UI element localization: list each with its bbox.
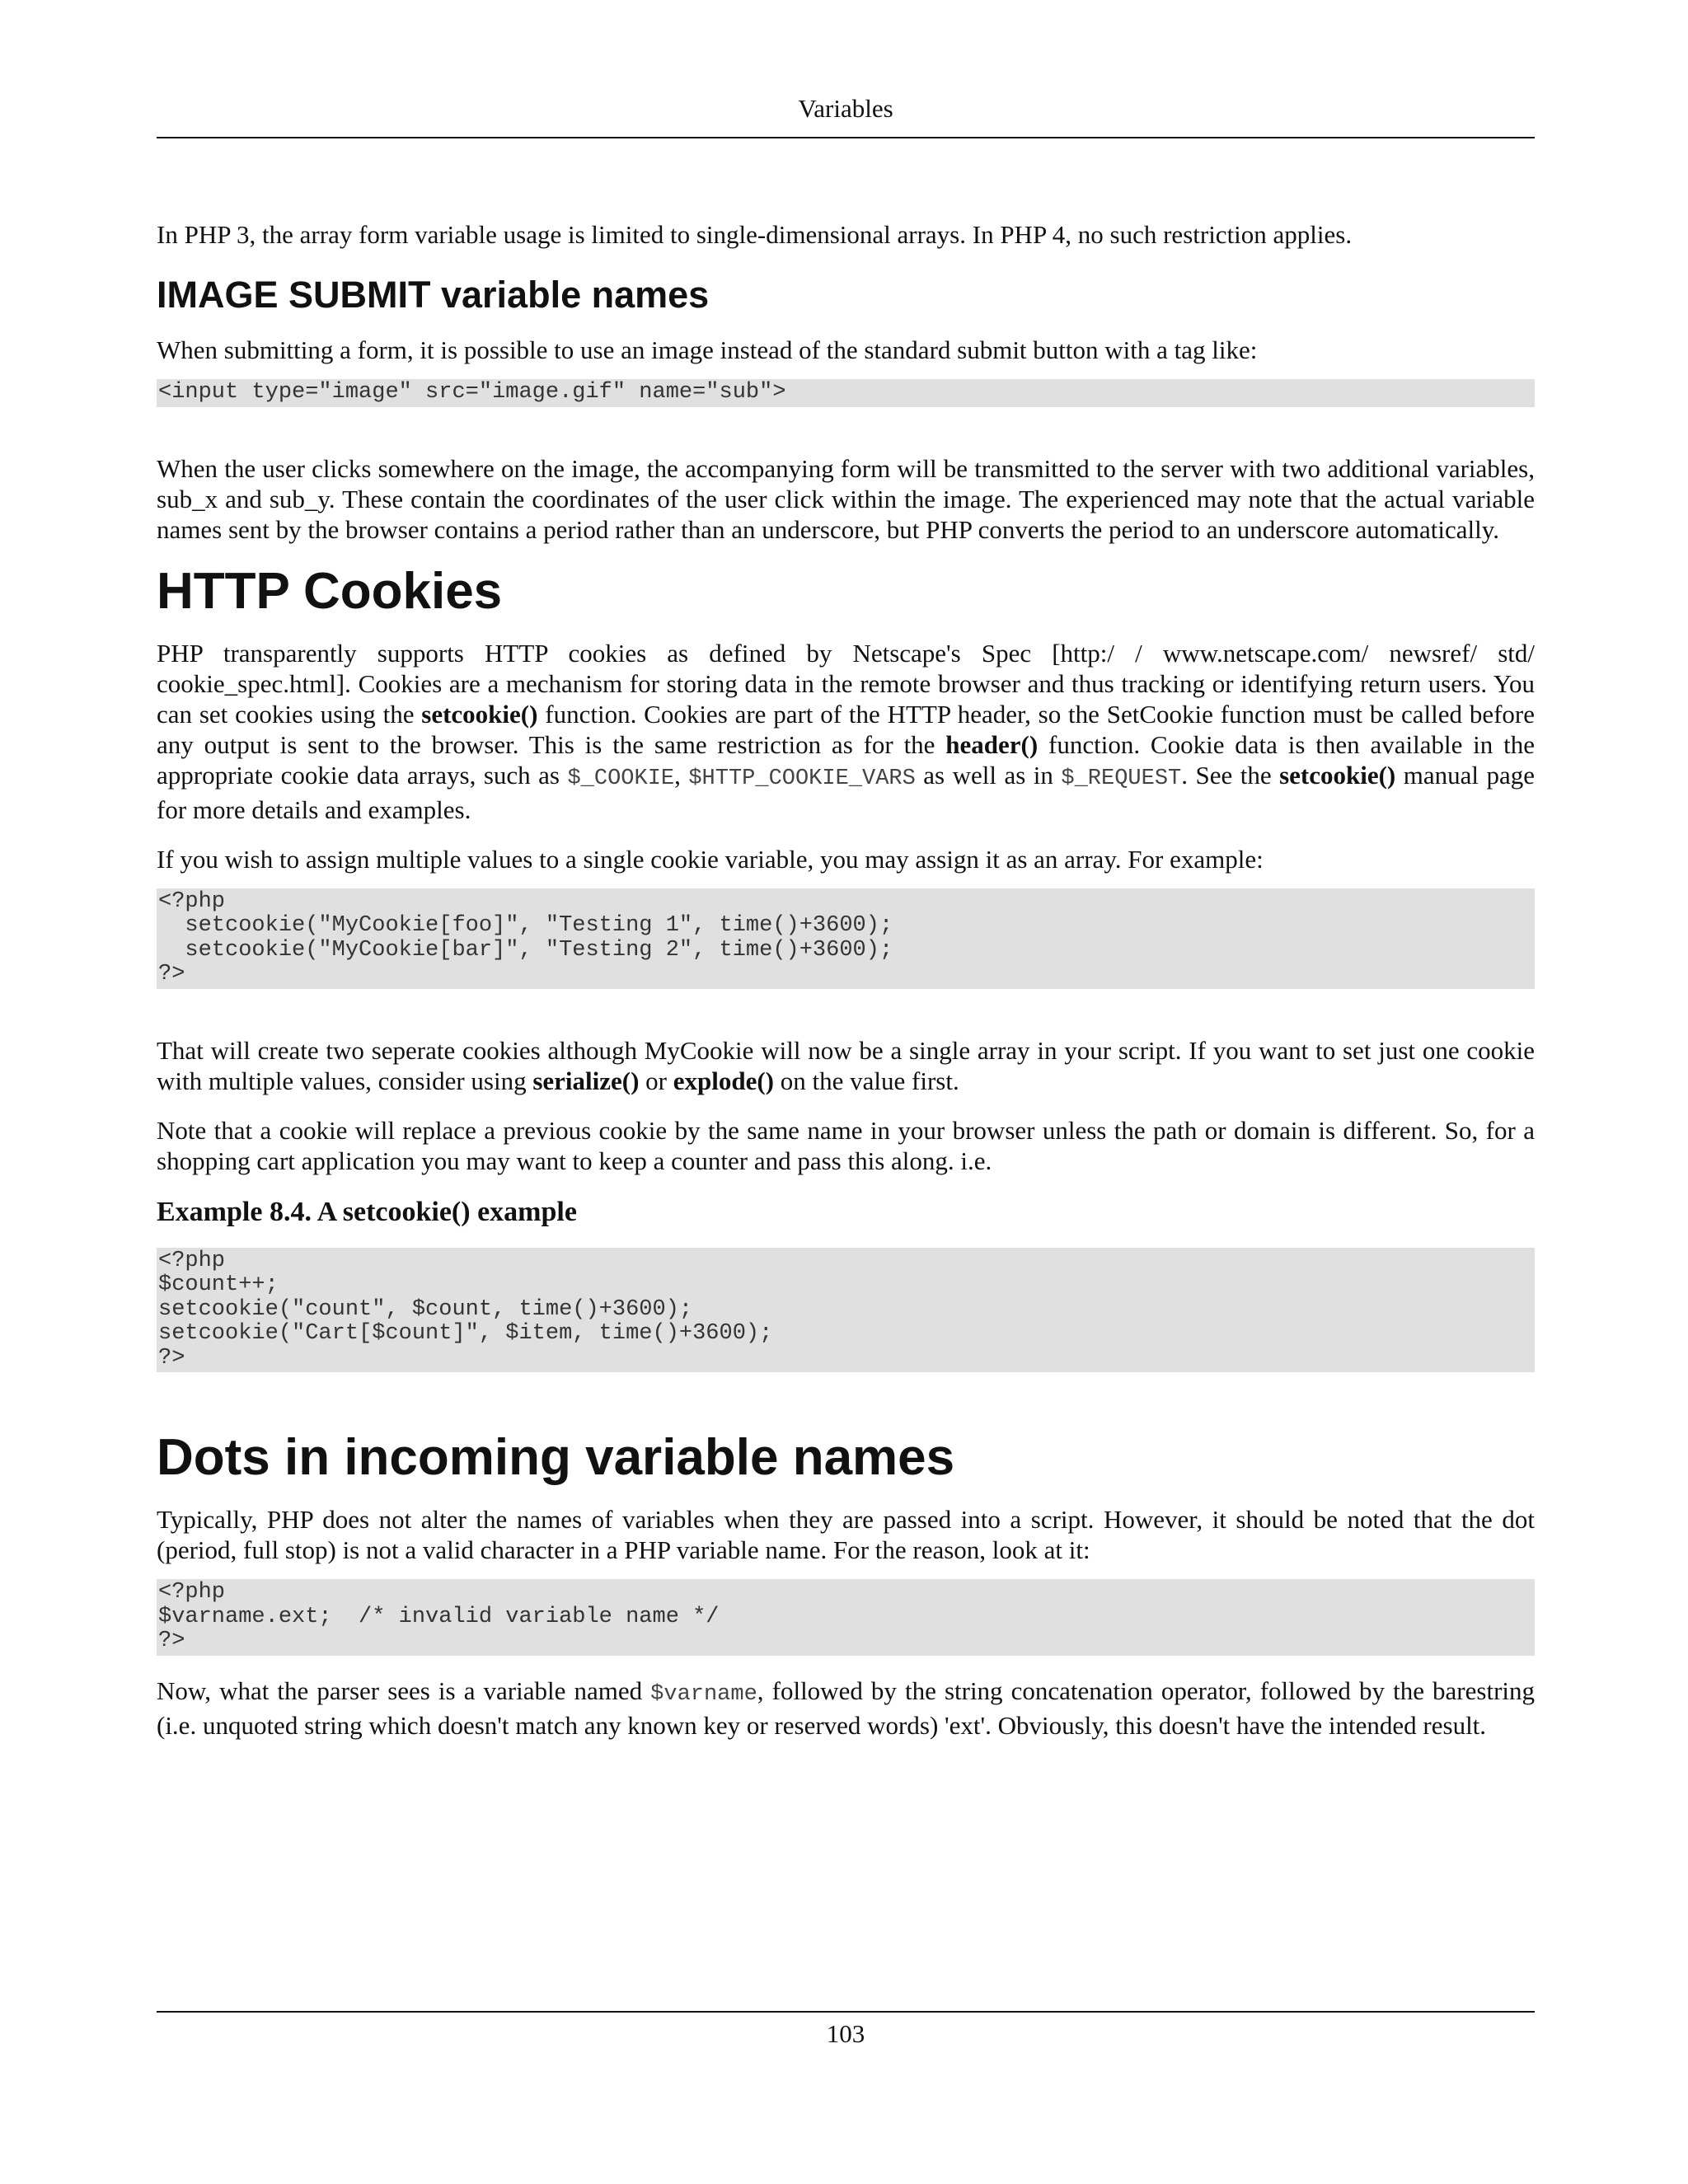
var-request: $_REQUEST (1061, 766, 1182, 791)
paragraph-dots-intro: Typically, PHP does not alter the names of variables when they are passed into a script. However, it should be noted that the dot (period, full stop) is not a valid character in a PHP variable name. For the reason, look at it: (157, 1505, 1535, 1564)
footer-rule (157, 2011, 1535, 2013)
function-name-explode: explode() (673, 1066, 775, 1095)
var-http-cookie-vars: $HTTP_COOKIE_VARS (688, 766, 916, 791)
function-name-header: header() (945, 729, 1039, 759)
page-number: 103 (826, 2019, 865, 2048)
function-name-serialize: serialize() (532, 1066, 640, 1095)
paragraph-cookie-array: If you wish to assign multiple values to a single cookie variable, you may assign it as an array. For example: (157, 844, 1264, 874)
code-block-input-image: <input type="image" src="image.gif" name="sub"> (157, 379, 1535, 407)
section-title-image-submit: IMAGE SUBMIT variable names (157, 274, 710, 316)
section-title-http-cookies: HTTP Cookies (157, 562, 503, 620)
running-header: Variables (798, 94, 893, 123)
function-name-setcookie: setcookie() (421, 699, 538, 729)
page-content (157, 219, 1535, 1741)
var-cookie: $_COOKIE (567, 766, 675, 791)
paragraph-image-submit-body: When the user clicks somewhere on the image, the accompanying form will be transmitted to the server with two additional variables, sub_x and sub_y. These contain the coordinates of the user click within the image. The experienced may note that the actual variable names sent by the browser contains a period rather than an underscore, but PHP converts the period to an underscore automatically. (157, 453, 1535, 544)
code-block-setcookie-example: <?php $count++; setcookie("count", $count, time()+3600); setcookie("Cart[$count]", $item, time()+3600); ?> (157, 1248, 1535, 1373)
paragraph-parser-explanation: Now, what the parser sees is a variable named $varname, followed by the string concatenation operator, followed by the barestring (i.e. unquoted string which doesn't match any known key or reserved words) 'ext'. Obviously, this doesn't have the intended result. (157, 1675, 1536, 1740)
function-name-setcookie: setcookie() (1279, 760, 1396, 790)
paragraph-cookies-intro: PHP transparently supports HTTP cookies as defined by Netscape's Spec [http:/ / www.netscape.com/ newsref/ std/ cookie_spec.html]. Cookies are a mechanism for storing data in the remote browser and thus tracking or identifying return users. You can set cookies using the setcookie() function. Cookies are part of the HTTP header, so the SetCookie function must be called before any output is sent to the browser. This is the same restriction as for the header() function. Cookie data is then available in the appropriate cookie data arrays, such as $_COOKIE, $HTTP_COOKIE_VARS as well as in $_REQUEST. See the setcookie() manual page for more details and examples. (157, 638, 1536, 824)
section-title-dots: Dots in incoming variable names (157, 1429, 955, 1486)
paragraph-separate-cookies: That will create two seperate cookies although MyCookie will now be a single array in your script. If you want to set just one cookie with multiple values, consider using serialize() or explode() on the value first. (157, 1035, 1535, 1095)
paragraph-cookie-replace: Note that a cookie will replace a previous cookie by the same name in your browser unless the path or domain is different. So, for a shopping cart application you may want to keep a counter and pass this along. i.e. (157, 1115, 1535, 1175)
paragraph-image-submit-intro: When submitting a form, it is possible to use an image instead of the standard submit button with a tag like: (157, 335, 1258, 364)
paragraph-array-limit: In PHP 3, the array form variable usage is limited to single-dimensional arrays. In PHP 4, no such restriction applies. (157, 220, 1353, 249)
var-varname: $varname (650, 1681, 757, 1707)
example-title: Example 8.4. A setcookie() example (157, 1196, 577, 1227)
code-block-cookie-array: <?php setcookie("MyCookie[foo]", "Testing 1", time()+3600); setcookie("MyCookie[bar]", "Testing 2", time()+3600); ?> (157, 888, 1535, 989)
code-block-varname-ext: <?php $varname.ext; /* invalid variable name */ ?> (157, 1579, 1535, 1656)
header-rule (157, 137, 1535, 138)
